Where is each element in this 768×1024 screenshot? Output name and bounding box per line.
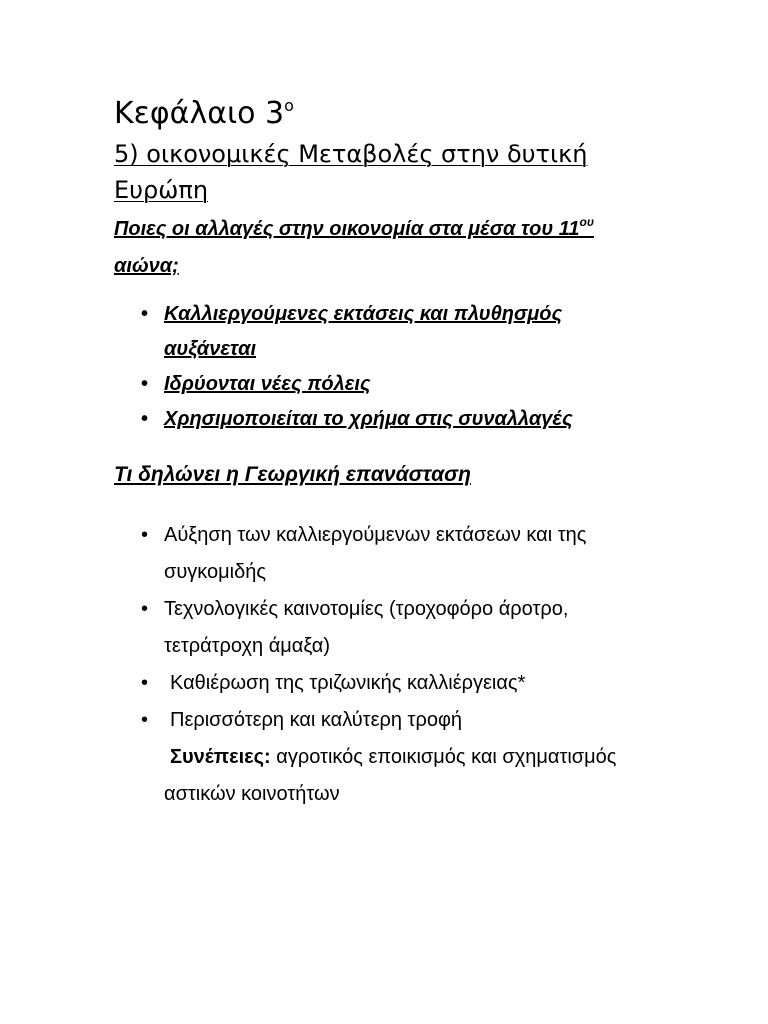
list-item-text: Αύξηση των καλλιεργούμενων εκτάσεων και της συγκομιδής: [164, 524, 587, 583]
list-item-text: Τεχνολογικές καινοτομίες (τροχοφόρο άροτρο, τετράτροχη άμαξα): [164, 598, 569, 657]
bullet-icon: •: [141, 598, 149, 620]
question-heading: [114, 211, 674, 285]
chapter-title: [114, 92, 674, 136]
list-item: [114, 665, 654, 702]
consequences-label: Συνέπειες:: [170, 746, 271, 768]
bullet-icon: •: [141, 303, 149, 325]
list-item-text: Περισσότερη και καλύτερη τροφή: [170, 709, 463, 731]
revolution-heading-text: Τι δηλώνει η Γεωργική επανάσταση: [114, 463, 471, 486]
bullet-icon: •: [141, 709, 149, 731]
list-item: [114, 702, 654, 739]
question-text-end: αιώνα;: [114, 255, 179, 277]
list-item-text: Καθιέρωση της τριζωνικής καλλιέργειας*: [170, 672, 526, 694]
consequences-paragraph: [114, 739, 654, 813]
revolution-heading: [114, 457, 674, 493]
revolution-list: [114, 517, 674, 739]
bullet-icon: •: [141, 373, 149, 395]
list-item: [114, 517, 654, 591]
question-ordinal: ου: [579, 215, 594, 229]
bullet-icon: •: [141, 672, 149, 694]
chapter-title-ordinal: ο: [284, 96, 294, 115]
changes-list: [114, 297, 674, 437]
consequences-text: αγροτικός εποικισμός και σχηματισμός αστικών κοινοτήτων: [164, 746, 617, 805]
section-title: 5) οικονομικές Μεταβολές στην δυτική Ευρώπη: [114, 140, 588, 204]
list-item-text: Ιδρύονται νέες πόλεις: [164, 373, 371, 395]
chapter-title-text: Κεφάλαιο 3: [114, 96, 285, 131]
bullet-icon: •: [141, 524, 149, 546]
list-item-text: Χρησιμοποιείται το χρήμα στις συναλλαγές: [164, 408, 573, 430]
list-item: [114, 402, 634, 437]
bullet-icon: •: [141, 408, 149, 430]
question-text: Ποιες οι αλλαγές στην οικονομία στα μέσα του 11: [114, 218, 580, 240]
list-item: [114, 591, 654, 665]
list-item-text: Καλλιεργούμενες εκτάσεις και πλυθησμός αυξάνεται: [164, 303, 563, 360]
list-item: [114, 297, 634, 367]
list-item: [114, 367, 634, 402]
document-page: [114, 92, 674, 813]
